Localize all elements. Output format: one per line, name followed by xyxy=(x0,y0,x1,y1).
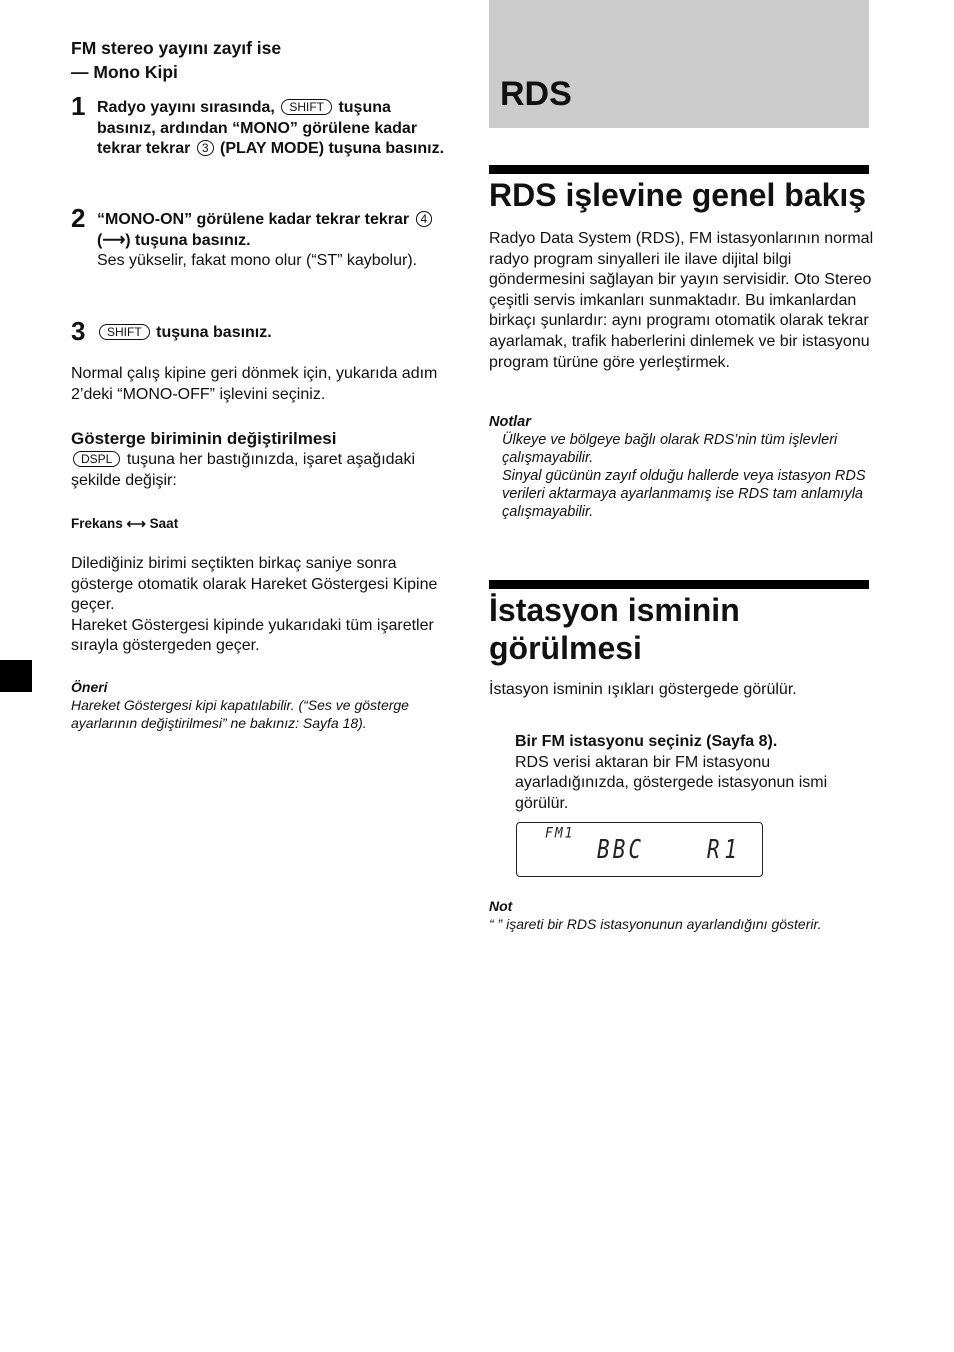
step-text: (⟶) tuşuna basınız. xyxy=(97,231,251,249)
chapter-tab-marker xyxy=(0,660,32,692)
chapter-title: RDS xyxy=(500,75,572,113)
tip-text: Hareket Göstergesi kipi kapatılabilir. (“Ses ve gösterge ayarlarının değiştirilmesi” ne bakınız: Sayfa 18). xyxy=(71,697,409,731)
section-rule xyxy=(489,580,869,589)
dspl-key-icon: DSPL xyxy=(73,451,120,467)
step-text: “MONO-ON” görülene kadar tekrar tekrar xyxy=(97,211,410,228)
section-rule xyxy=(489,165,869,174)
key-4-icon: 4 xyxy=(416,211,433,227)
notes-title: Notlar xyxy=(489,414,531,430)
station-intro: İstasyon isminin ışıkları göstergede görülür. xyxy=(489,681,797,698)
shift-key-icon: SHIFT xyxy=(99,324,150,340)
note-item: Sinyal gücünün zayıf olduğu hallerde veya istasyon RDS verileri aktarmaya ayarlanmamış ise RDS tam anlamıyla çalışmayabilir. xyxy=(502,468,866,520)
step-3 xyxy=(71,316,446,346)
note-item: Ülkeye ve bölgeye bağlı olarak RDS’nin tüm işlevleri çalışmayabilir. xyxy=(502,432,838,466)
station-note-text: “ ” işareti bir RDS istasyonunun ayarlandığını gösterir. xyxy=(489,916,822,932)
station-note xyxy=(489,897,874,933)
tip-title: Öneri xyxy=(71,679,108,695)
display-unit-text: tuşuna her bastığınızda, işaret aşağıdaki şekilde değişir: xyxy=(71,451,415,489)
notes-block xyxy=(489,413,874,521)
motion-display-paragraph xyxy=(71,554,449,657)
step-1 xyxy=(71,91,446,160)
station-step-title: Bir FM istasyonu seçiniz (Sayfa 8). xyxy=(515,733,778,750)
step-text: Radyo yayını sırasında, xyxy=(97,99,275,116)
display-unit-title: Gösterge biriminin değiştirilmesi xyxy=(71,429,337,448)
step-text: (PLAY MODE) tuşuna basınız. xyxy=(220,140,445,157)
station-step xyxy=(515,732,870,814)
station-title: İstasyon isminin görülmesi xyxy=(489,592,740,666)
overview-body: Radyo Data System (RDS), FM istasyonlarının normal radyo program sinyalleri ile ilave dijital bilgi göndermesini sağlayan bir yayın servisidir. Oto Stereo çeşitli servis imkanları sunmaktadır. Bu imkanlardan birkaçı şunlardır: aynı programı otomatik olarak tekrar ayarlamak, trafik haberlerini dinlemek ve bir istasyonu program türüne göre yerleştirmek. xyxy=(489,230,874,371)
double-arrow-icon: ⟷ xyxy=(126,516,146,531)
step-text: tuşuna basınız. xyxy=(156,324,272,341)
station-step-text: RDS verisi aktaran bir FM istasyonu ayarladığınızda, göstergede istasyonun ismi görülür. xyxy=(515,753,828,812)
toggle-clock: Saat xyxy=(149,516,179,531)
lcd-preset: R1 xyxy=(707,835,742,865)
display-toggle-line xyxy=(71,515,449,533)
motion-para-1: Dilediğiniz birimi seçtikten birkaç saniye sonra gösterge otomatik olarak Hareket Göstergesi Kipine geçer. xyxy=(71,555,438,613)
section-title-line1: FM stereo yayını zayıf ise xyxy=(71,38,282,58)
lcd-band: FM1 xyxy=(545,825,575,842)
return-paragraph: Normal çalış kipine geri dönmek için, yukarıda adım 2’deki “MONO-OFF” işlevini seçiniz. xyxy=(71,365,438,403)
motion-para-2: Hareket Göstergesi kipinde yukarıdaki tüm işaretler sırayla göstergeden geçer. xyxy=(71,616,434,654)
shift-key-icon: SHIFT xyxy=(281,99,332,115)
step-number: 2 xyxy=(71,203,86,233)
station-note-title: Not xyxy=(489,898,513,914)
step-number: 3 xyxy=(71,316,86,346)
lcd-station-name: BBC xyxy=(597,835,645,865)
toggle-frequency: Frekans xyxy=(71,516,123,531)
overview-title: RDS işlevine genel bakış xyxy=(489,177,867,213)
key-3-icon: 3 xyxy=(197,140,214,156)
lcd-display-illustration xyxy=(516,822,763,877)
display-unit-section xyxy=(71,428,449,491)
chapter-banner xyxy=(489,0,869,128)
step-number: 1 xyxy=(71,91,86,121)
mono-mode-section-title xyxy=(71,36,446,84)
tip-block xyxy=(71,678,449,732)
step-text: tuşuna basınız, ardından “MONO” görülene kadar tekrar tekrar xyxy=(97,99,418,157)
step-detail: Ses yükselir, fakat mono olur (“ST” kaybolur). xyxy=(97,252,418,269)
section-title-line2: — Mono Kipi xyxy=(71,62,178,82)
step-2 xyxy=(71,203,446,272)
